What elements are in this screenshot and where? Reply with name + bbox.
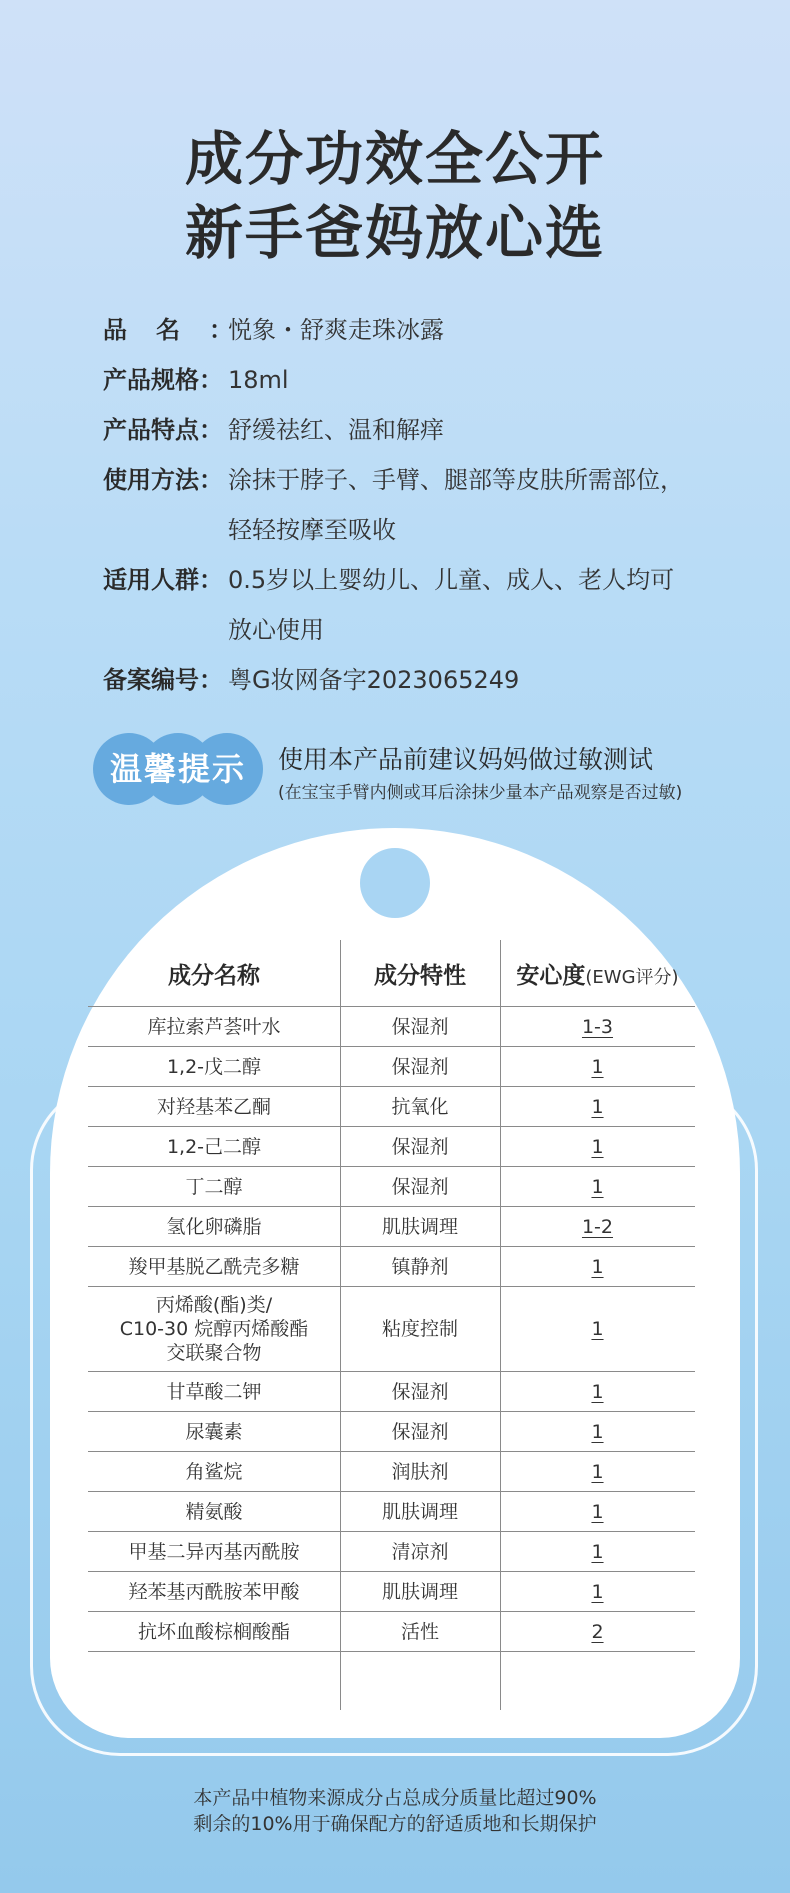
score-value: 1 bbox=[591, 1460, 604, 1483]
card-hang-hole bbox=[360, 848, 430, 918]
header-safety-label: 安心度 bbox=[516, 962, 586, 989]
info-value-audience-line1: 0.5岁以上婴幼儿、儿童、成人、老人均可 bbox=[228, 566, 675, 594]
cell-name: 库拉索芦荟叶水 bbox=[147, 1015, 281, 1038]
info-label-name: 品名： bbox=[103, 316, 262, 344]
tip-main-text: 使用本产品前建议妈妈做过敏测试 bbox=[278, 745, 654, 774]
score-value: 1 bbox=[591, 1540, 604, 1563]
table-row bbox=[88, 1612, 695, 1652]
score-value: 1-3 bbox=[581, 1015, 614, 1038]
cell-name: 尿囊素 bbox=[185, 1420, 243, 1443]
cell-property: 肌肤调理 bbox=[381, 1500, 458, 1523]
cell-name: 甘草酸二钾 bbox=[166, 1380, 262, 1403]
score-value: 1 bbox=[591, 1255, 604, 1278]
header-property: 成分特性 bbox=[374, 962, 466, 989]
cell-name-line: 交联聚合物 bbox=[166, 1342, 262, 1364]
cell-score bbox=[500, 1380, 695, 1404]
cell-property: 镇静剂 bbox=[391, 1255, 449, 1278]
cell-name: 角鲨烷 bbox=[185, 1460, 243, 1483]
cell-property: 清凉剂 bbox=[391, 1540, 449, 1563]
tip-badge-label: 温馨提示 bbox=[109, 750, 246, 788]
tip-badge bbox=[93, 733, 263, 805]
score-value: 1 bbox=[591, 1055, 604, 1078]
table-row bbox=[88, 1087, 695, 1127]
table-row bbox=[88, 1167, 695, 1207]
info-label-audience: 适用人群： bbox=[103, 566, 223, 594]
cell-name: 甲基二异丙基丙酰胺 bbox=[128, 1540, 300, 1563]
page-title-line-2: 新手爸妈放心选 bbox=[184, 199, 605, 267]
info-label-spec: 产品规格： bbox=[103, 366, 223, 394]
cell-name-line: 丙烯酸(酯)类/ bbox=[155, 1294, 273, 1316]
cell-name: 1,2-己二醇 bbox=[166, 1135, 262, 1158]
cell-property: 保湿剂 bbox=[391, 1135, 449, 1158]
info-value-audience-line2: 放心使用 bbox=[228, 616, 324, 644]
ingredient-table bbox=[88, 940, 695, 1692]
cell-score bbox=[500, 1460, 695, 1484]
info-row-feature bbox=[103, 405, 723, 455]
table-row bbox=[88, 1207, 695, 1247]
table-row bbox=[88, 1452, 695, 1492]
cell-name bbox=[88, 1293, 340, 1365]
cell-name: 羟苯基丙酰胺苯甲酸 bbox=[128, 1580, 300, 1603]
tip-sub-text: (在宝宝手臂内侧或耳后涂抹少量本产品观察是否过敏) bbox=[278, 783, 683, 803]
table-row bbox=[88, 1247, 695, 1287]
score-value: 1-2 bbox=[581, 1215, 614, 1238]
table-empty-row bbox=[88, 1652, 695, 1692]
cell-score bbox=[500, 1135, 695, 1159]
product-info bbox=[103, 305, 723, 705]
info-row-record bbox=[103, 655, 723, 705]
score-value: 1 bbox=[591, 1500, 604, 1523]
score-value: 1 bbox=[591, 1135, 604, 1158]
cell-score bbox=[500, 1255, 695, 1279]
table-row bbox=[88, 1127, 695, 1167]
score-value: 1 bbox=[591, 1380, 604, 1403]
cell-score bbox=[500, 1420, 695, 1444]
info-row-audience bbox=[103, 555, 723, 655]
cell-property: 肌肤调理 bbox=[381, 1580, 458, 1603]
footer-note-line2: 剩余的10%用于确保配方的舒适质地和长期保护 bbox=[193, 1813, 597, 1835]
score-value: 1 bbox=[591, 1095, 604, 1118]
cell-property: 润肤剂 bbox=[391, 1460, 449, 1483]
score-value: 1 bbox=[591, 1580, 604, 1603]
cell-score bbox=[500, 1500, 695, 1524]
info-label-feature: 产品特点： bbox=[103, 416, 223, 444]
cell-property: 抗氧化 bbox=[391, 1095, 449, 1118]
cell-score bbox=[500, 1540, 695, 1564]
cell-property: 保湿剂 bbox=[391, 1420, 449, 1443]
cell-name: 氢化卵磷脂 bbox=[166, 1215, 262, 1238]
footer-note-line1: 本产品中植物来源成分占总成分质量比超过90% bbox=[193, 1787, 597, 1809]
cell-score bbox=[500, 1055, 695, 1079]
table-row bbox=[88, 1532, 695, 1572]
table-row bbox=[88, 1572, 695, 1612]
score-value: 1 bbox=[591, 1420, 604, 1443]
cell-name: 抗坏血酸棕榈酸酯 bbox=[137, 1620, 290, 1643]
score-value: 1 bbox=[591, 1175, 604, 1198]
info-value-usage-line2: 轻轻按摩至吸收 bbox=[228, 516, 396, 544]
info-value-record: 粤G妆网备字2023065249 bbox=[228, 666, 520, 694]
cell-score bbox=[500, 1215, 695, 1239]
cell-score bbox=[500, 1015, 695, 1039]
cell-score bbox=[500, 1095, 695, 1119]
cell-property: 粘度控制 bbox=[381, 1318, 458, 1340]
info-value-audience bbox=[228, 555, 723, 655]
cell-name: 对羟基苯乙酮 bbox=[156, 1095, 271, 1118]
cell-name: 精氨酸 bbox=[185, 1500, 243, 1523]
header-name: 成分名称 bbox=[168, 962, 260, 989]
cell-property: 保湿剂 bbox=[391, 1055, 449, 1078]
header-safety-note: (EWG评分) bbox=[585, 966, 679, 988]
cell-property: 活性 bbox=[400, 1620, 439, 1643]
cell-property: 保湿剂 bbox=[391, 1015, 449, 1038]
cell-name: 丁二醇 bbox=[185, 1175, 243, 1198]
info-label-usage: 使用方法： bbox=[103, 466, 223, 494]
info-value-usage-line1: 涂抹于脖子、手臂、腿部等皮肤所需部位， bbox=[228, 466, 684, 494]
info-value-feature: 舒缓祛红、温和解痒 bbox=[228, 416, 444, 444]
score-value: 2 bbox=[591, 1620, 604, 1643]
cell-property: 保湿剂 bbox=[391, 1175, 449, 1198]
info-value-usage bbox=[228, 455, 723, 555]
info-row-name bbox=[103, 305, 723, 355]
cell-score bbox=[500, 1620, 695, 1644]
cell-score bbox=[500, 1317, 695, 1341]
info-value-spec: 18ml bbox=[228, 366, 289, 394]
table-row bbox=[88, 1372, 695, 1412]
cell-score bbox=[500, 1580, 695, 1604]
table-row bbox=[88, 1492, 695, 1532]
table-row bbox=[88, 1007, 695, 1047]
cell-name-line: C10-30 烷醇丙烯酸酯 bbox=[119, 1318, 309, 1340]
table-row bbox=[88, 1412, 695, 1452]
score-value: 1 bbox=[591, 1318, 604, 1340]
cell-name: 羧甲基脱乙酰壳多糖 bbox=[128, 1255, 300, 1278]
cell-property: 肌肤调理 bbox=[381, 1215, 458, 1238]
table-row bbox=[88, 1287, 695, 1372]
info-row-usage bbox=[103, 455, 723, 555]
cell-name: 1,2-戊二醇 bbox=[166, 1055, 262, 1078]
info-row-spec bbox=[103, 355, 723, 405]
table-header bbox=[88, 940, 695, 1007]
header-safety bbox=[500, 957, 695, 990]
page-title-line-1: 成分功效全公开 bbox=[184, 125, 605, 193]
info-label-record: 备案编号： bbox=[103, 666, 223, 694]
cell-score bbox=[500, 1175, 695, 1199]
info-value-name: 悦象・舒爽走珠冰露 bbox=[228, 316, 444, 344]
cell-property: 保湿剂 bbox=[391, 1380, 449, 1403]
table-row bbox=[88, 1047, 695, 1087]
